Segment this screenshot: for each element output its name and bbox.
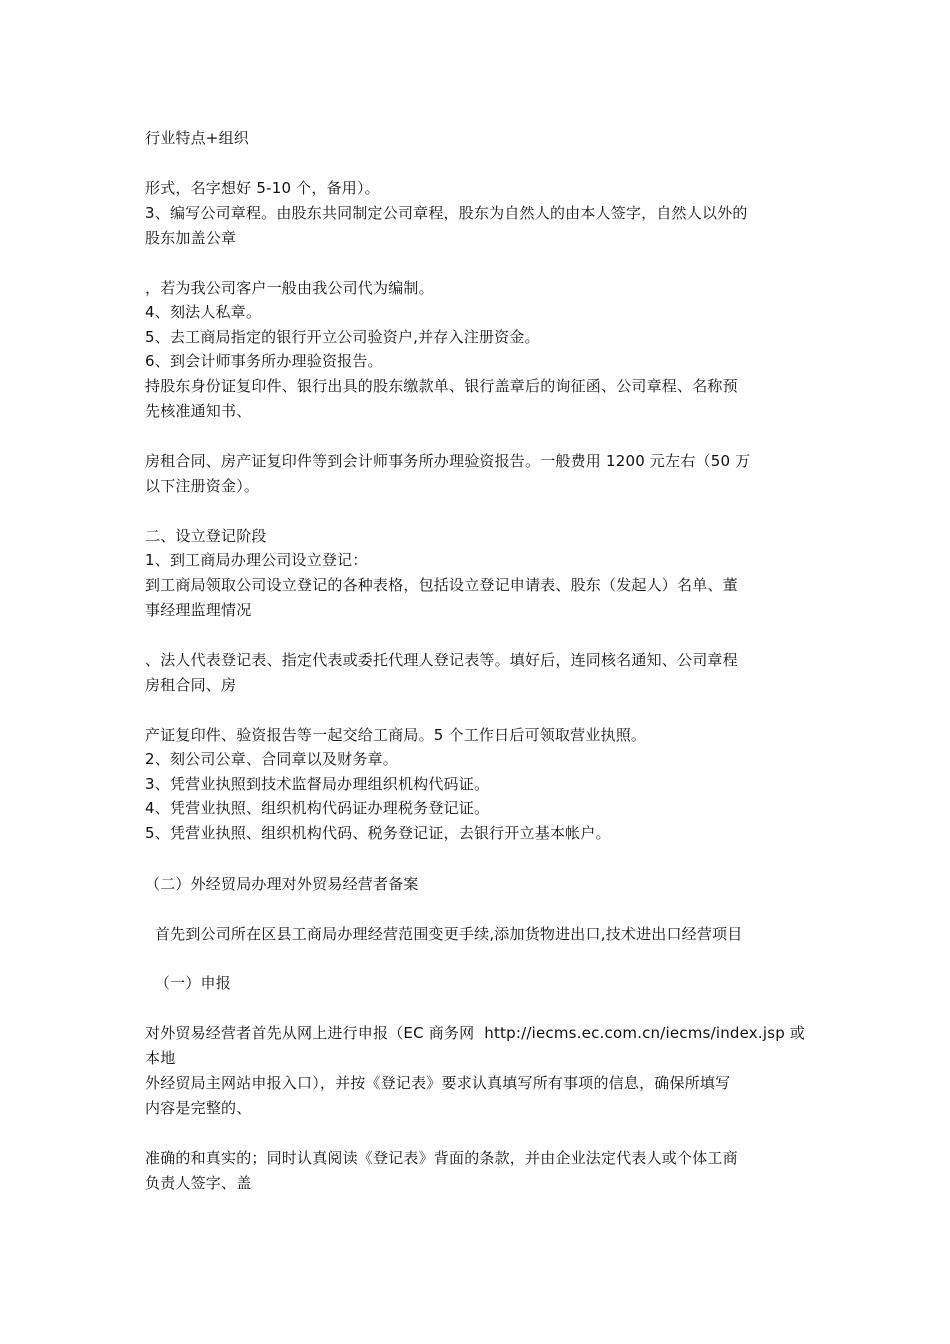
section-heading: （二）外经贸局办理对外贸易经营者备案	[145, 875, 419, 893]
text-line: ，若为我公司客户一般由我公司代为编制。	[145, 279, 434, 297]
text-line: 4、凭营业执照、组织机构代码证办理税务登记证。	[145, 799, 490, 817]
text-line: 本地	[145, 1049, 176, 1067]
text-line: 房租合同、房产证复印件等到会计师事务所办理验资报告。一般费用 1200 元左右（50 万	[145, 452, 751, 470]
text-line: 1、到工商局办理公司设立登记：	[145, 551, 368, 569]
text-line: 形式，名字想好 5-10 个，备用）。	[145, 179, 380, 197]
text-line: 房租合同、房	[145, 676, 237, 694]
text-line: 产证复印件、验资报告等一起交给工商局。5 个工作日后可领取营业执照。	[145, 726, 647, 744]
text-line: 事经理监理情况	[145, 601, 252, 619]
text-line: 首先到公司所在区县工商局办理经营范围变更手续,添加货物进出口,技术进出口经营项目	[145, 925, 743, 943]
section-heading: （一）申报	[145, 974, 231, 992]
text-line: 先核准通知书、	[145, 402, 252, 420]
text-line: 外经贸局主网站申报入口），并按《登记表》要求认真填写所有事项的信息，确保所填写	[145, 1074, 731, 1092]
text-line: 股东加盖公章	[145, 229, 237, 247]
text-line: 对外贸易经营者首先从网上进行申报（EC 商务网 http://iecms.ec.com.cn/iecms/index.jsp 或	[145, 1024, 806, 1042]
text-line: 到工商局领取公司设立登记的各种表格，包括设立登记申请表、股东（发起人）名单、董	[145, 576, 738, 594]
text-line: 5、凭营业执照、组织机构代码、税务登记证，去银行开立基本帐户。	[145, 824, 611, 842]
text-line: 、法人代表登记表、指定代表或委托代理人登记表等。填好后，连同核名通知、公司章程	[145, 651, 738, 669]
text-line: 3、编写公司章程。由股东共同制定公司章程，股东为自然人的由本人签字，自然人以外的	[145, 204, 748, 222]
text-line: 2、刻公司公章、合同章以及财务章。	[145, 750, 398, 768]
text-line: 5、去工商局指定的银行开立公司验资户,并存入注册资金。	[145, 328, 540, 346]
text-line: 内容是完整的、	[145, 1099, 252, 1117]
text-line: 持股东身份证复印件、银行出具的股东缴款单、银行盖章后的询征函、公司章程、名称预	[145, 377, 738, 395]
text-line: 行业特点+组织	[145, 129, 249, 147]
section-heading: 二、设立登记阶段	[145, 527, 267, 545]
text-line: 负责人签字、盖	[145, 1174, 252, 1192]
text-line: 以下注册资金）。	[145, 477, 260, 495]
text-line: 4、刻法人私章。	[145, 303, 262, 321]
text-line: 6、到会计师事务所办理验资报告。	[145, 352, 383, 370]
text-line: 3、凭营业执照到技术监督局办理组织机构代码证。	[145, 775, 490, 793]
text-line: 准确的和真实的；同时认真阅读《登记表》背面的条款，并由企业法定代表人或个体工商	[145, 1149, 738, 1167]
